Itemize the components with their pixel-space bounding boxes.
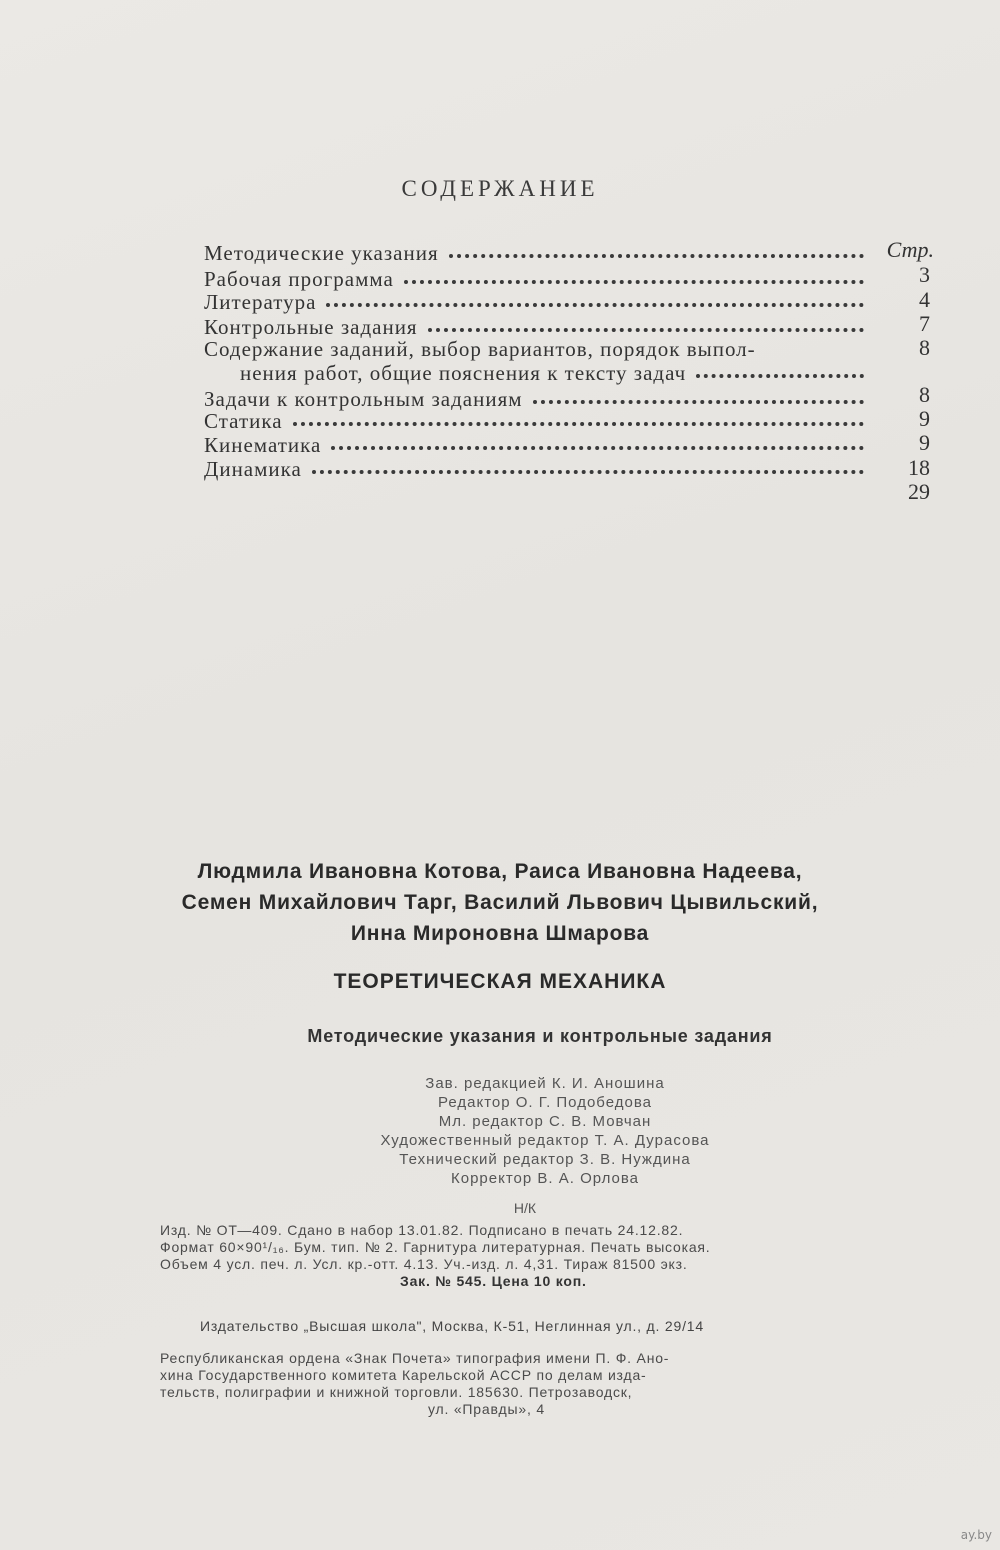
contents-entry-continuation [240,360,864,386]
leader-dots [696,368,864,378]
contents-entry [204,336,864,362]
tech-line-order: Зак. № 545. Цена 10 коп. [400,1273,587,1289]
leader-dots [331,440,864,450]
nk-mark: Н/К [513,1200,537,1216]
staff-line: Зав. редакцией К. И. Аношина [425,1075,665,1092]
editorial-staff [0,1074,1000,1188]
contents-entry [204,408,864,434]
contents-entry-label: Контрольные задания [204,315,418,339]
tech-line: Объем 4 усл. печ. л. Усл. кр.-отт. 4.13. Уч.-изд. л. 4,31. Тираж 81500 экз. [160,1256,688,1272]
authors-line: Семен Михайлович Тарг, Василий Львович Цывильский, [181,891,819,914]
contents-title: СОДЕРЖАНИЕ [401,176,599,201]
leader-dots [449,248,864,258]
book-title: ТЕОРЕТИЧЕСКАЯ МЕХАНИКА [333,970,667,993]
publisher-line: Издательство „Высшая школа", Москва, К-51, Неглинная ул., д. 29/14 [200,1318,704,1334]
staff-line: Мл. редактор С. В. Мовчан [438,1113,652,1130]
printer-line: тельств, полиграфии и книжной торговли. 185630. Петрозаводск, [160,1384,633,1400]
printer-line: Республиканская ордена «Знак Почета» типография имени П. Ф. Ано- [160,1350,670,1366]
contents-entry-page: 29 [908,479,930,504]
contents-entry-label: Статика [204,409,283,433]
printer-line: хина Государственного комитета Карельской АССР по делам изда- [160,1367,647,1383]
contents-entry [204,432,864,458]
authors-line: Инна Мироновна Шмарова [350,922,650,945]
contents-entry-label: нения работ, общие пояснения к тексту задач [240,361,687,385]
staff-line: Технический редактор З. В. Нуждина [399,1151,691,1168]
contents-entry-label: Методические указания [204,241,439,265]
contents-entry-page: 9 [919,430,930,455]
contents-entry-page: 18 [908,455,930,480]
printer-line: ул. «Правды», 4 [428,1401,545,1417]
staff-line: Корректор В. А. Орлова [451,1170,639,1187]
contents-entry-label: Кинематика [204,433,322,457]
authors-line: Людмила Ивановна Котова, Раиса Ивановна Надеева, [197,860,803,883]
contents-entry-label: Задачи к контрольным заданиям [204,387,523,411]
tech-line: Формат 60×90¹/₁₆. Бум. тип. № 2. Гарнитура литературная. Печать высокая. [160,1239,711,1255]
contents-entry [204,456,864,482]
tech-line: Изд. № ОТ—409. Сдано в набор 13.01.82. Подписано в печать 24.12.82. [160,1222,684,1238]
contents-entry-page: 9 [919,406,930,431]
contents-entry-page: 4 [919,287,930,312]
contents-entry-label: Литература [204,290,317,314]
contents-entry-page: 8 [919,335,930,360]
contents-entry-label: Рабочая программа [204,267,394,291]
contents-entry [204,240,864,266]
leader-dots [404,274,864,284]
leader-dots [312,464,864,474]
site-watermark: ay.by [960,1528,992,1542]
leader-dots [428,322,864,332]
technical-data [160,1222,920,1290]
staff-line: Художественный редактор Т. А. Дурасова [380,1132,710,1149]
contents-entry-page: 3 [919,262,930,287]
authors-block [0,856,1000,949]
leader-dots [326,297,864,307]
contents-entry-page: 7 [919,311,930,336]
leader-dots [533,394,864,404]
book-subtitle: Методические указания и контрольные задания [307,1026,773,1046]
printer-info [160,1350,920,1418]
contents-entry [204,289,864,315]
contents-entry-label: Динамика [204,457,302,481]
contents-page-header: Стр. [886,237,934,262]
leader-dots [293,416,864,426]
contents-entry-page: 8 [919,382,930,407]
staff-line: Редактор О. Г. Подобедова [438,1094,652,1111]
contents-entry-label: Содержание заданий, выбор вариантов, порядок выпол- [204,337,756,361]
